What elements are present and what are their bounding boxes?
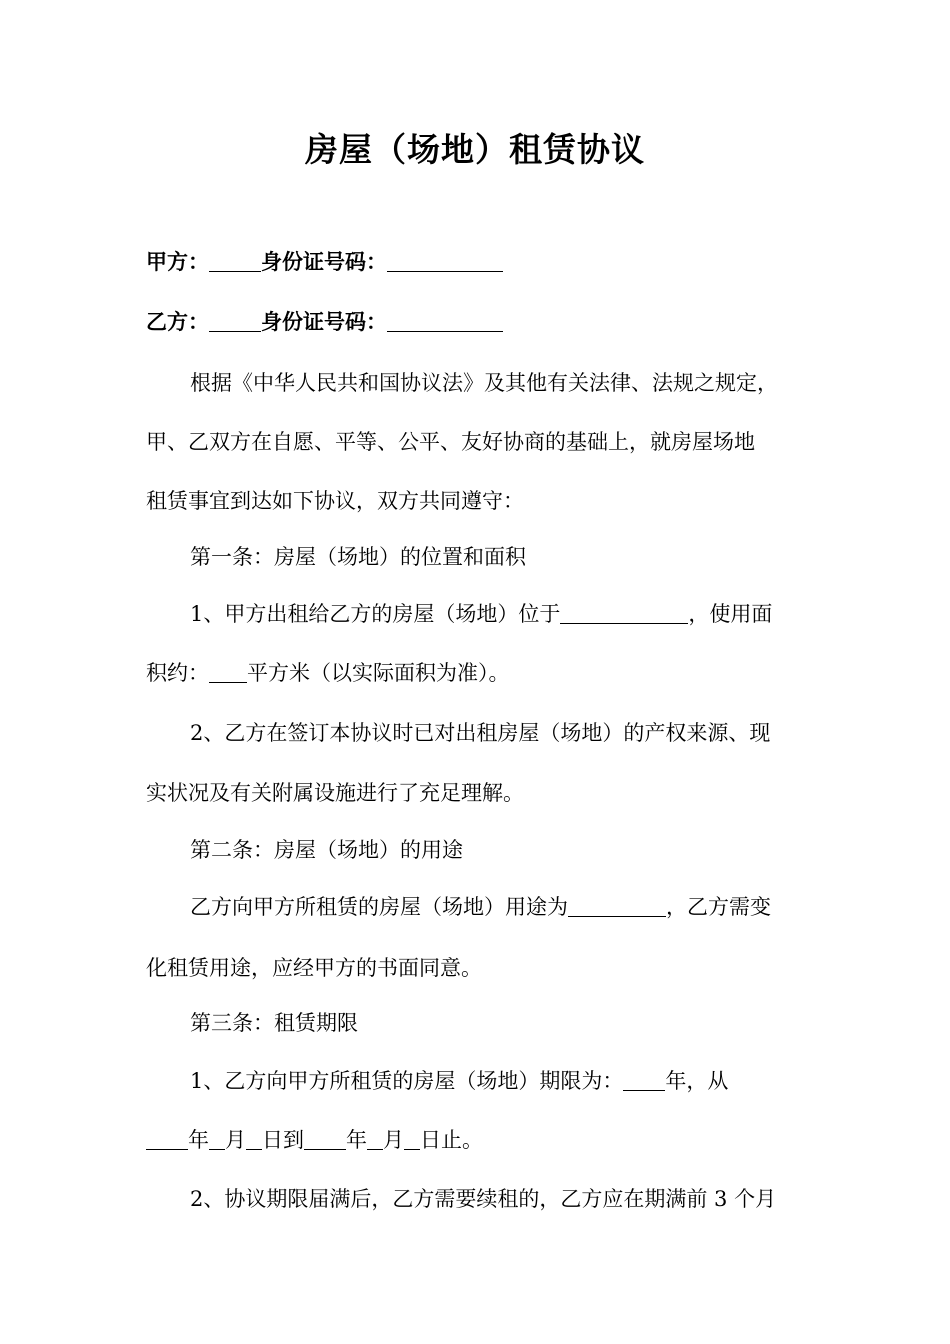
party-a-id-label: 身份证号码： [261, 249, 387, 274]
party-b-line [146, 307, 503, 337]
preamble-line-3: 租赁事宜到达如下协议，双方共同遵守： [146, 489, 524, 513]
month-label: 月 [225, 1128, 246, 1152]
end-day-blank[interactable] [404, 1127, 420, 1150]
article3-heading: 第三条：租赁期限 [190, 1011, 358, 1035]
party-a-line [146, 247, 503, 277]
article3-item2-line1: 2、协议期限届满后，乙方需要续租的，乙方应在期满前 3 个月 [190, 1187, 777, 1211]
article1-item2-line2: 实状况及有关附属设施进行了充足理解。 [146, 781, 524, 805]
party-b-label: 乙方： [146, 309, 209, 334]
preamble-line-1: 根据《中华人民共和国协议法》及其他有关法律、法规之规定， [190, 371, 778, 395]
end-year-blank[interactable] [304, 1127, 346, 1150]
party-b-id-blank[interactable] [387, 309, 503, 332]
article1-item2-line1: 2、乙方在签订本协议时已对出租房屋（场地）的产权来源、现 [190, 721, 771, 745]
term-text: 1、乙方向甲方所租赁的房屋（场地）期限为： [190, 1069, 624, 1093]
article3-item1-line2 [146, 1125, 483, 1155]
party-b-name-blank[interactable] [209, 309, 261, 332]
area-label: 积约： [146, 661, 209, 685]
article2-line2: 化租赁用途，应经甲方的书面同意。 [146, 956, 482, 980]
preamble-line-2: 甲、乙双方在自愿、平等、公平、友好协商的基础上，就房屋场地 [146, 430, 755, 454]
article1-item1-text: 1、甲方出租给乙方的房屋（场地）位于 [190, 602, 561, 626]
area-blank[interactable] [209, 660, 247, 683]
year-label: 年 [346, 1128, 367, 1152]
article1-item1-line2 [146, 658, 510, 688]
day-end-label: 日止。 [420, 1128, 483, 1152]
usage-blank[interactable] [568, 894, 666, 917]
day-to-label: 日到 [262, 1128, 304, 1152]
document-title: 房屋（场地）租赁协议 [305, 130, 645, 169]
party-a-label: 甲方： [146, 249, 209, 274]
article2-text: 乙方向甲方所租赁的房屋（场地）用途为 [190, 895, 568, 919]
area-unit-text: 平方米（以实际面积为准）。 [247, 661, 510, 685]
article1-item1-line1 [190, 599, 772, 629]
party-a-name-blank[interactable] [209, 249, 261, 272]
party-b-id-label: 身份证号码： [261, 309, 387, 334]
article2-suffix: ，乙方需变 [666, 895, 771, 919]
start-month-blank[interactable] [209, 1127, 225, 1150]
party-a-id-blank[interactable] [387, 249, 503, 272]
start-day-blank[interactable] [246, 1127, 262, 1150]
location-blank[interactable] [560, 601, 688, 624]
article3-item1-line1 [190, 1066, 728, 1096]
term-suffix: 年，从 [665, 1069, 729, 1093]
year-label: 年 [188, 1128, 209, 1152]
article1-heading: 第一条：房屋（场地）的位置和面积 [190, 545, 526, 569]
article1-item1-suffix: ，使用面 [688, 602, 773, 626]
term-years-blank[interactable] [623, 1068, 665, 1091]
article2-line1 [190, 892, 771, 922]
month-label: 月 [383, 1128, 404, 1152]
end-month-blank[interactable] [367, 1127, 383, 1150]
article2-heading: 第二条：房屋（场地）的用途 [190, 838, 463, 862]
start-year-blank[interactable] [146, 1127, 188, 1150]
